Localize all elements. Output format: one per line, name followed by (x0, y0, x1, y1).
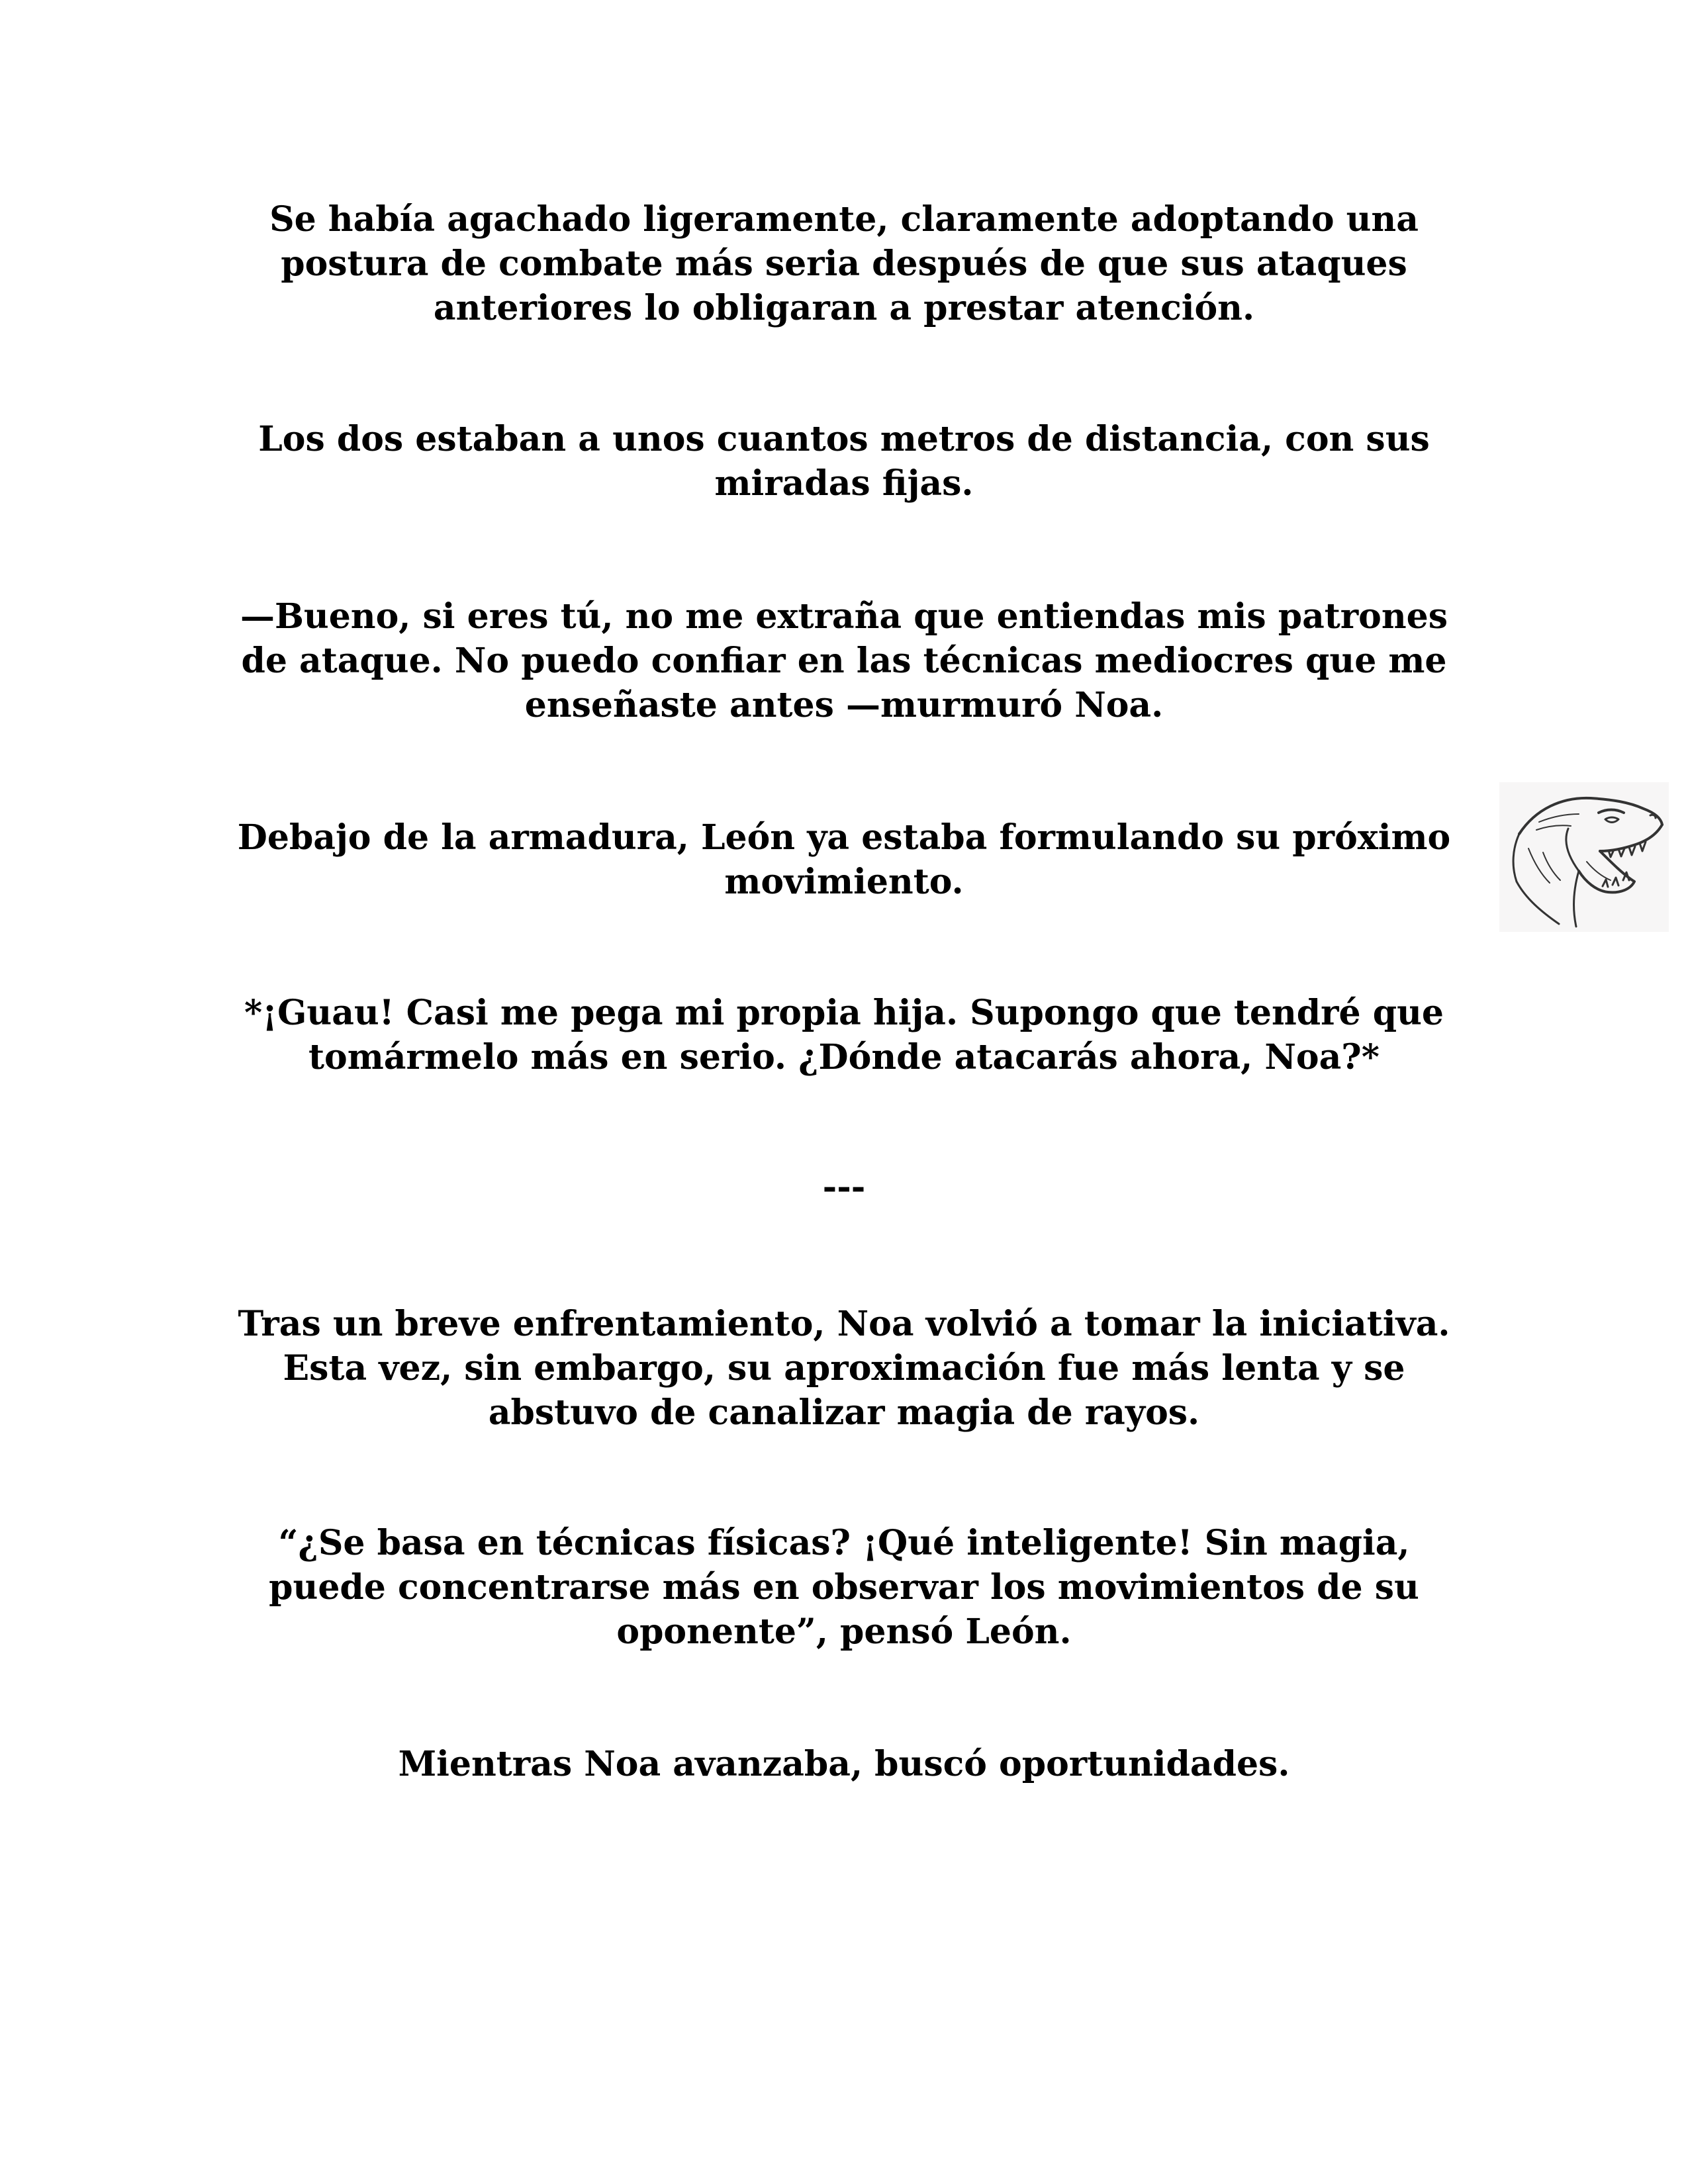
paragraph: Los dos estaban a unos cuantos metros de distancia, con sus miradas fijas. (258, 419, 1430, 504)
paragraph: “¿Se basa en técnicas físicas? ¡Qué inteligente! Sin magia, puede concentrarse más en observar los movimientos de su oponente”, pensó León. (269, 1523, 1419, 1652)
paragraph: Mientras Noa avanzaba, buscó oportunidades. (398, 1744, 1290, 1784)
section-separator: --- (822, 1167, 866, 1207)
paragraph: —Bueno, si eres tú, no me extraña que entiendas mis patrones de ataque. No puedo confiar en las técnicas mediocres que me enseñaste antes —murmuró Noa. (240, 596, 1448, 725)
paragraph: Debajo de la armadura, León ya estaba formulando su próximo movimiento. (237, 817, 1451, 902)
paragraph: Tras un breve enfrentamiento, Noa volvió a tomar la iniciativa. Esta vez, sin embargo, su aproximación fue más lenta y se abstuvo de canalizar magia de rayos. (238, 1304, 1450, 1433)
paragraph: Se había agachado ligeramente, claramente adoptando una postura de combate más seria después de que sus ataques anteriores lo obligaran a prestar atención. (269, 199, 1419, 328)
paragraph: *¡Guau! Casi me pega mi propia hija. Supongo que tendré que tomármelo más en serio. ¿Dónde atacarás ahora, Noa?* (244, 993, 1444, 1077)
dinosaur-head-icon (1499, 782, 1669, 932)
